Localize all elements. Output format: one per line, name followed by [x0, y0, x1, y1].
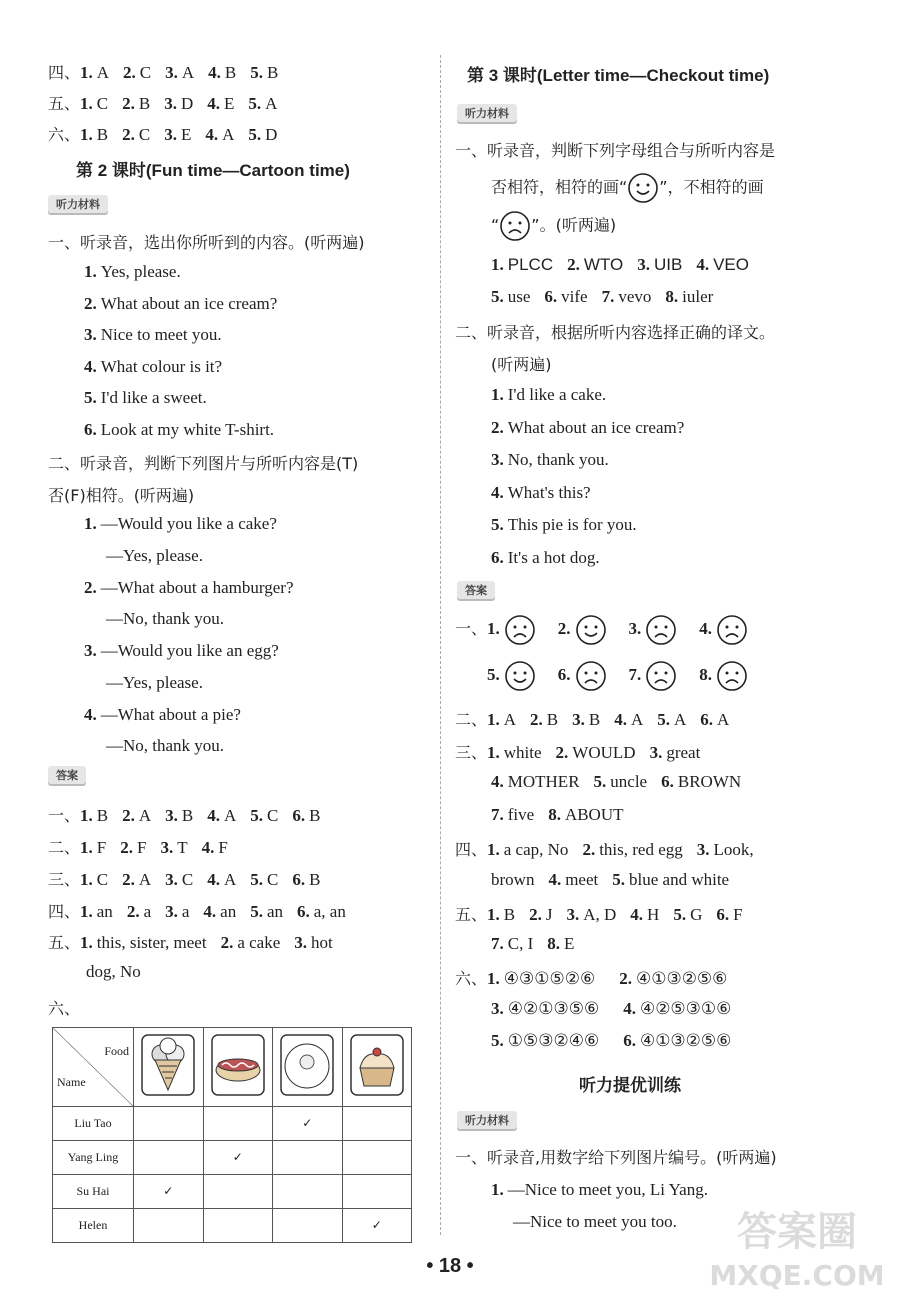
q2-item-b: —Yes, please.: [106, 672, 203, 692]
faces-row: 一、1. 2. 3. 4.: [455, 614, 770, 646]
check-mark: ✓: [203, 1141, 273, 1175]
q1-title-b: 否相符，相符的画“ ”，不相符的画: [491, 172, 764, 204]
q2-item: 2. What about an ice cream?: [491, 417, 685, 437]
watermark-logo: [702, 1200, 892, 1295]
happy-face-icon: [627, 172, 659, 204]
answer-row: brown 4. meet 5. blue and white: [491, 870, 730, 889]
row-name: Su Hai: [53, 1175, 134, 1209]
svg-text:答案圈: 答案圈: [737, 1209, 857, 1255]
sad-face-icon: [575, 660, 607, 692]
q2-item-b: —Yes, please.: [106, 545, 203, 565]
sad-face-icon: [504, 614, 536, 646]
q2-item-a: 4. —What about a pie?: [84, 704, 241, 724]
q2-item: 6. It's a hot dog.: [491, 547, 600, 567]
q1-item: 1. Yes, please.: [84, 262, 181, 281]
sad-face-icon: [716, 614, 748, 646]
faces-row: 5. 6. 7. 8.: [455, 660, 770, 692]
table-row: [53, 1175, 412, 1209]
page-number: • 18 •: [426, 1255, 474, 1277]
table-cell: [134, 1209, 204, 1243]
q2-item: 3. No, thank you.: [491, 450, 609, 469]
row-name: Liu Tao: [53, 1107, 134, 1141]
q1-title-c: “ ”。(听两遍): [491, 210, 616, 242]
answer-tag: 答案: [457, 581, 495, 601]
column-divider: [440, 55, 441, 1235]
answer-row: 四、1. A 2. C 3. A 4. B 5. B: [48, 63, 279, 82]
row-name: Helen: [53, 1209, 134, 1243]
q2-item-b: —No, thank you.: [106, 736, 225, 755]
q1-title: 一、听录音，选出你所听到的内容。(听两遍): [48, 233, 365, 252]
answer-row: 3. ④②①③⑤⑥ 4. ④②⑤③①⑥: [491, 998, 732, 1018]
lesson2-title: 第 2 课时(Fun time—Cartoon time): [76, 161, 350, 180]
egg-icon: [273, 1028, 343, 1107]
listening-material-tag: 听力材料: [48, 195, 108, 215]
table-row: [53, 1141, 412, 1175]
table-cell: [273, 1175, 343, 1209]
table-corner: Food Name: [53, 1028, 134, 1107]
answer-row: 四、1. an 2. a 3. a 4. an 5. an 6. a, an: [48, 902, 346, 921]
q1-item: 5. I'd like a sweet.: [84, 388, 207, 407]
happy-face-icon: [504, 660, 536, 692]
table-cell: [203, 1175, 273, 1209]
answer-row: 5. ①⑤③②④⑥ 6. ④①③②⑤⑥: [491, 1031, 732, 1050]
q2-item: 4. What's this?: [491, 482, 591, 502]
extra-title: 听力提优训练: [579, 1076, 681, 1095]
svg-text:MXQE.COM: MXQE.COM: [709, 1259, 885, 1292]
pie-icon: [342, 1028, 412, 1107]
answer-5-line1: 五、1. this, sister, meet 2. a cake 3. hot: [48, 933, 333, 952]
answer-6-label: 六、: [48, 999, 81, 1018]
table-cell: [342, 1141, 412, 1175]
row-name: Yang Ling: [53, 1141, 134, 1175]
answer-row: 六、1. ④③①⑤②⑥ 2. ④①③②⑤⑥: [455, 969, 728, 988]
q2-item-a: 2. —What about a hamburger?: [84, 577, 294, 597]
check-mark: ✓: [134, 1175, 204, 1209]
answer-row: 三、1. white 2. WOULD 3. great: [455, 743, 701, 762]
table-row: [53, 1107, 412, 1141]
q2-item-a: 1. —Would you like a cake?: [84, 514, 277, 533]
q2-item: 5. This pie is for you.: [491, 515, 637, 534]
table-cell: [342, 1175, 412, 1209]
answer-row: 六、1. B 2. C 3. E 4. A 5. D: [48, 125, 278, 144]
q1-items-row: 1. PLCC 2. WTO 3. UIB 4. VEO: [491, 255, 749, 274]
q1-item: 3. Nice to meet you.: [84, 325, 222, 344]
table-cell: [203, 1209, 273, 1243]
answer-tag: 答案: [48, 766, 86, 786]
answer-row: 二、1. F 2. F 3. T 4. F: [48, 838, 228, 857]
hot-dog-icon: [203, 1028, 273, 1107]
answer-row: 五、1. B 2. J 3. A, D 4. H 5. G 6. F: [455, 905, 743, 924]
table-cell: [342, 1107, 412, 1141]
table-cell: [203, 1107, 273, 1141]
answer-row: 7. five 8. ABOUT: [491, 805, 624, 824]
q1-item: 4. What colour is it?: [84, 356, 223, 376]
q2-sub: (听两遍): [491, 355, 552, 374]
sad-face-icon: [645, 614, 677, 646]
listening-material-tag-2: 听力材料: [457, 1111, 517, 1131]
answer-5-line2: dog, No: [86, 962, 141, 981]
answer-row: 三、1. C 2. A 3. C 4. A 5. C 6. B: [48, 870, 321, 889]
answer-row: 四、1. a cap, No 2. this, red egg 3. Look,: [455, 840, 754, 859]
table-cell: [134, 1141, 204, 1175]
lesson3-title: 第 3 课时(Letter time—Checkout time): [467, 66, 770, 85]
answer-row: 二、1. A 2. B 3. B 4. A 5. A 6. A: [455, 710, 730, 729]
extra-q1: 一、听录音,用数字给下列图片编号。(听两遍): [455, 1148, 777, 1167]
q2-item: 1. I'd like a cake.: [491, 385, 607, 404]
q2-item-a: 3. —Would you like an egg?: [84, 641, 279, 660]
check-mark: ✓: [273, 1107, 343, 1141]
table-row: [53, 1209, 412, 1243]
listening-material-tag: 听力材料: [457, 104, 517, 124]
table-cell: [273, 1141, 343, 1175]
q1-item: 2. What about an ice cream?: [84, 293, 278, 313]
answer-row: 一、1. B 2. A 3. B 4. A 5. C 6. B: [48, 806, 321, 825]
q1-item: 6. Look at my white T-shirt.: [84, 419, 275, 439]
q2-title-b: 否(F)相符。(听两遍): [48, 486, 195, 505]
answer-row: 7. C, I 8. E: [491, 934, 575, 953]
ice-cream-icon: [134, 1028, 204, 1107]
q2-title-a: 二、听录音，判断下列图片与所听内容是(T): [48, 454, 359, 473]
extra-item-1b: —Nice to meet you too.: [513, 1212, 677, 1231]
food-table: [52, 1027, 412, 1243]
table-cell: [273, 1209, 343, 1243]
q2-title: 二、听录音，根据所听内容选择正确的译文。: [455, 323, 776, 342]
extra-item-1a: 1. —Nice to meet you, Li Yang.: [491, 1180, 708, 1199]
sad-face-icon: [645, 660, 677, 692]
sad-face-icon: [499, 210, 531, 242]
answer-row: 4. MOTHER 5. uncle 6. BROWN: [491, 772, 742, 791]
q1-title-a: 一、听录音，判断下列字母组合与所听内容是: [455, 141, 776, 160]
sad-face-icon: [716, 660, 748, 692]
check-mark: ✓: [342, 1209, 412, 1243]
table-cell: [134, 1107, 204, 1141]
q2-item-b: —No, thank you.: [106, 609, 225, 628]
q1-items-row: 5. use 6. vife 7. vevo 8. iuler: [491, 287, 714, 306]
answer-row: 五、1. C 2. B 3. D 4. E 5. A: [48, 94, 278, 113]
happy-face-icon: [575, 614, 607, 646]
